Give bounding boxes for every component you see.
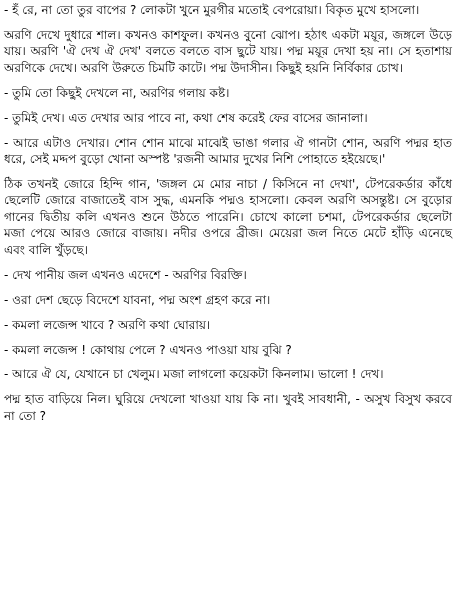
paragraph-7: - দেখ পানীয় জল এখনও এদেশে - অরণির বিরক্তি। (4, 267, 247, 282)
paragraph-11: - আরে ঐ যে, যেখানে চা খেলুম। মজা লাগলো কয়েকটা কিনলাম। ভালো ! দেখ। (4, 367, 384, 382)
paragraph-9: - কমলা লজেন্স খাবে ? অরণি কথা ঘোরায়। (4, 317, 211, 332)
paragraph-2: অরণি দেখে দুধারে শাল। কখনও কাশফুল। কখনও বুনো ঝোপ। হঠাৎ একটা ময়ূর, জঙ্গলে উড়ে যায়। অরণি 'ঐ দেখ ঐ দেখ' বলতে বলতে বাস ছুটে যায়। পদ্ম ময়ূর দেখা হয় না। সে হতাশায় অরণিকে দেখে। অরণি উরুতে চিমটি কাটে। পদ্ম উদাসীন। কিছুই হয়নি নির্বিকার চোখ। (4, 27, 452, 75)
paragraph-5: - আরে এটাও দেখার। শোন শোন মাঝে মাঝেই ভাঙা গলার ঐ গানটা শোন, অরণি পদ্মর হাত ধরে, সেই মদ্দপ বুড়ো খোনা অস্পষ্ট 'রজনী আমার দুখের নিশি পোহাতে হইয়েছে।' (4, 135, 452, 167)
paragraph-8: - ওরা দেশ ছেড়ে বিদেশে যাবনা, পদ্ম অংশ গ্রহণ করে না। (4, 292, 271, 307)
paragraph-12: পদ্ম হাত বাড়িয়ে নিল। ঘুরিয়ে দেখলো খাওয়া যায় কি না। খুবই সাবধানী, - অসুখ বিসুখ করবে না তো ? (4, 392, 452, 423)
paragraph-1: - হঁ রে, না তো তুর বাপের ? লোকটা খুনে মুরগীর মতোই বেপরোয়া। বিকৃত মুখে হাসলো। (4, 3, 420, 17)
paragraph-6: ঠিক তখনই জোরে হিন্দি গান, 'জঙ্গল মে মোর নাচা / কিসিনে না দেখা', টেপরেকর্ডার কাঁধে ছেলেটি জোরে বাজাতেই বাস সুদ্ধ, এমনকি পদ্মও হাসলো। কেবল অরণি অসন্তুষ্ট। সে বুড়োর গানের দ্বিতীয় কলি এখনও শুনে উঠতে পারেনি। চোখে কালো চশমা, টেপরেকর্ডার ছেলেটা মজা পেয়ে আরও জোরে বাজায়। নদীর ওপরে ব্রীজ। মেয়েরা জল নিতে মেটে হাঁড়ি এনেছে এবং বালি খুঁড়ছে। (4, 176, 452, 257)
paragraph-10: - কমলা লজেন্স ! কোথায় পেলে ? এখনও পাওয়া যায় বুঝি ? (4, 342, 292, 357)
paragraph-3: - তুমি তো কিছুই দেখলে না, অরণির গলায় কষ্ট। (4, 85, 230, 100)
paragraph-4: - তুমিই দেখ। এত দেখার আর পাবে না, কথা শেষ করেই ফের বাসের জানালা। (4, 110, 368, 125)
